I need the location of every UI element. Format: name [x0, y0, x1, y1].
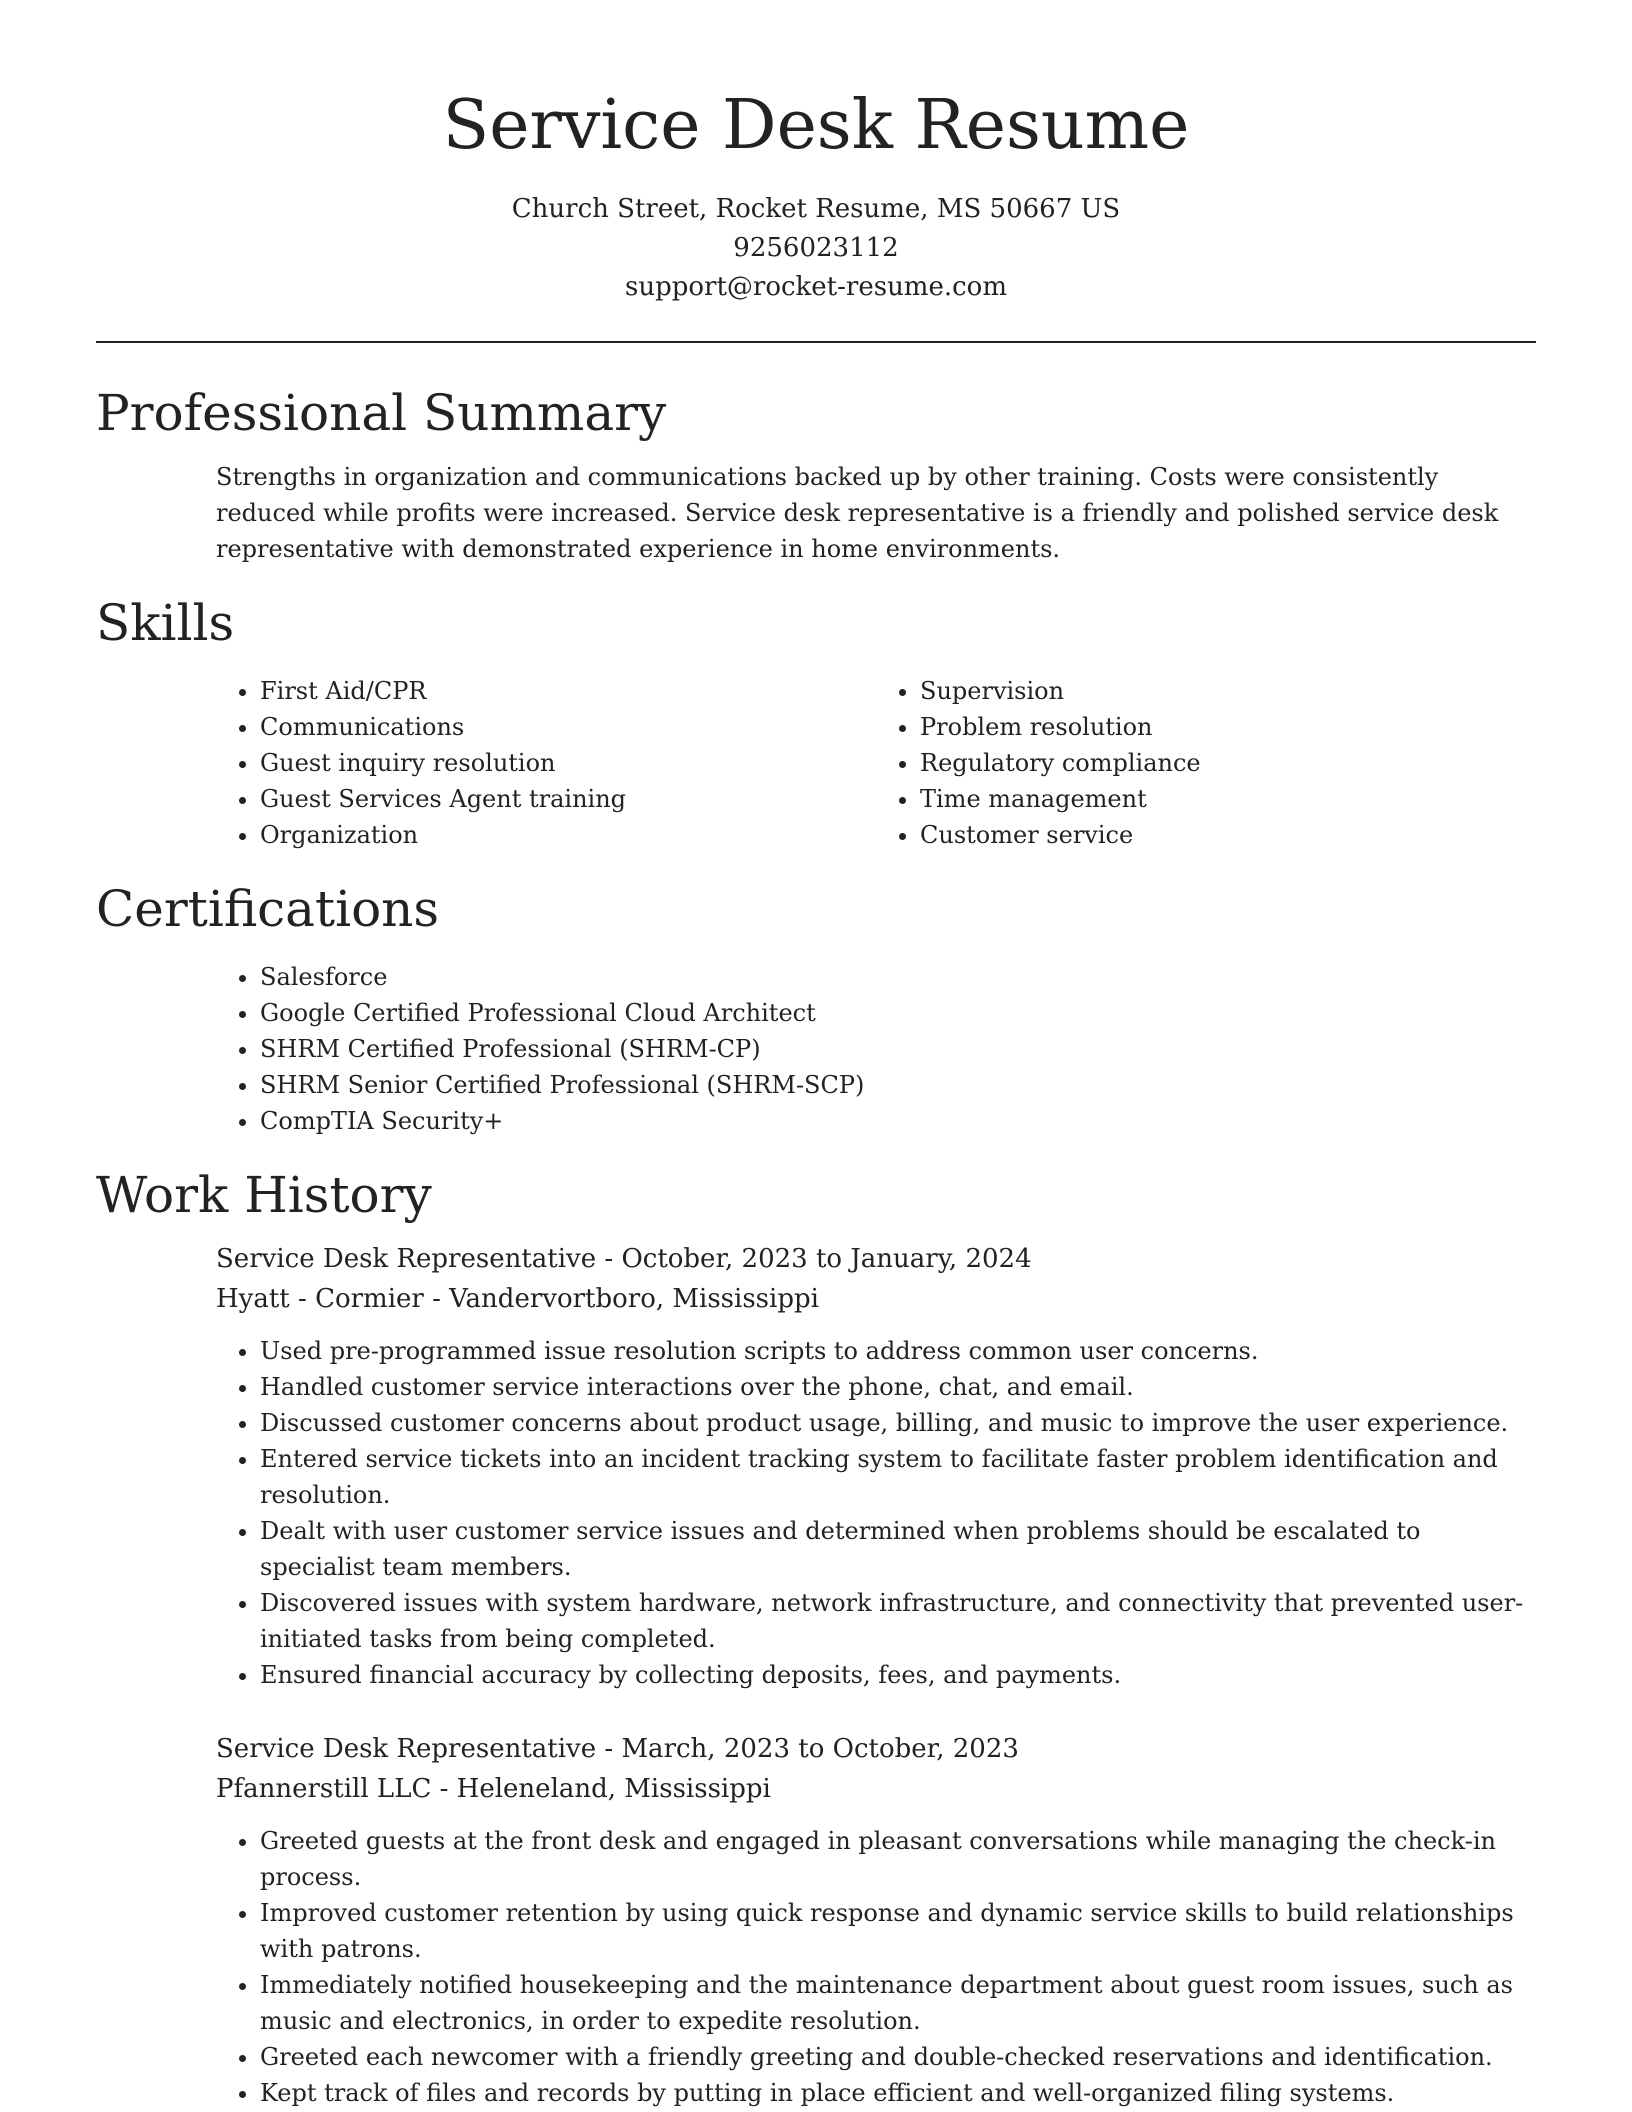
job-title: Service Desk Representative	[216, 1244, 597, 1274]
work-history-section	[96, 1163, 1536, 2111]
job-company: Hyatt - Cormier	[216, 1284, 424, 1314]
summary-text: Strengths in organization and communications backed up by other training. Costs were consistently reduced while profits were increased. Service desk representative is a friendly and polished service desk representative with demonstrated experience in home environments.	[216, 463, 1499, 563]
job-bullet: • Discussed customer concerns about product usage, billing, and music to improve the user experience.	[260, 1405, 1536, 1441]
skills-list-right	[876, 673, 1536, 853]
job-bullet: • Greeted guests at the front desk and engaged in pleasant conversations while managing the check-in process.	[260, 1823, 1536, 1895]
phone: 9256023112	[733, 233, 899, 263]
certifications-section	[96, 877, 1536, 1139]
job-bullet: • Immediately notified housekeeping and the maintenance department about guest room issues, such as music and electronics, in order to expedite resolution.	[260, 1967, 1536, 2039]
job-location: - Heleneland, Mississippi	[431, 1774, 771, 1804]
job-bullet: • Ensured financial accuracy by collecting deposits, fees, and payments.	[260, 1657, 1536, 1693]
certifications-list	[216, 959, 1536, 1139]
resume-page	[96, 0, 1536, 2111]
summary-section	[96, 381, 1536, 567]
skill-item: • Guest inquiry resolution	[260, 745, 876, 781]
job-entry	[216, 1239, 1536, 1693]
contact-block	[96, 190, 1536, 307]
job-location: - Vandervortboro, Mississippi	[423, 1284, 819, 1314]
job-dates: - March, 2023 to October, 2023	[596, 1734, 1019, 1764]
job-bullet: • Dealt with user customer service issues and determined when problems should be escalated to specialist team members.	[260, 1513, 1536, 1585]
skill-item: • Regulatory compliance	[920, 745, 1536, 781]
job-bullet: • Greeted each newcomer with a friendly greeting and double-checked reservations and identification.	[260, 2039, 1536, 2075]
job-bullet: • Improved customer retention by using quick response and dynamic service skills to build relationships with patrons.	[260, 1895, 1536, 1967]
job-title-line	[216, 1729, 1536, 1769]
skills-list-left	[216, 673, 876, 853]
job-bullet: • Handled customer service interactions over the phone, chat, and email.	[260, 1369, 1536, 1405]
certification-item: • Salesforce	[260, 959, 1536, 995]
skills-section	[96, 591, 1536, 853]
skill-item: • Customer service	[920, 817, 1536, 853]
certifications-heading: Certifications	[96, 880, 440, 938]
job-bullets	[216, 1823, 1536, 2111]
job-company-line	[216, 1769, 1536, 1809]
job-title: Service Desk Representative	[216, 1734, 597, 1764]
skills-columns	[216, 673, 1536, 853]
skill-item: • Supervision	[920, 673, 1536, 709]
job-entry	[216, 1729, 1536, 2111]
job-company: Pfannerstill LLC	[216, 1774, 432, 1804]
job-title-line	[216, 1239, 1536, 1279]
skill-item: • Guest Services Agent training	[260, 781, 876, 817]
skill-item: • Time management	[920, 781, 1536, 817]
skill-item: • Organization	[260, 817, 876, 853]
certification-item: • Google Certified Professional Cloud Architect	[260, 995, 1536, 1031]
header-divider	[96, 341, 1536, 343]
job-bullet: • Kept track of files and records by putting in place efficient and well-organized filing systems.	[260, 2075, 1536, 2111]
certification-item: • CompTIA Security+	[260, 1103, 1536, 1139]
job-bullet: • Used pre-programmed issue resolution scripts to address common user concerns.	[260, 1333, 1536, 1369]
skills-heading: Skills	[96, 594, 235, 652]
summary-heading: Professional Summary	[96, 384, 667, 442]
email: support@rocket-resume.com	[624, 272, 1007, 302]
work-history-heading: Work History	[96, 1166, 432, 1224]
job-bullet: • Entered service tickets into an incident tracking system to facilitate faster problem identification and resolution.	[260, 1441, 1536, 1513]
job-company-line	[216, 1279, 1536, 1319]
address: Church Street, Rocket Resume, MS 50667 US	[511, 194, 1121, 224]
skill-item: • Communications	[260, 709, 876, 745]
job-bullets	[216, 1333, 1536, 1693]
skill-item: • Problem resolution	[920, 709, 1536, 745]
resume-title: Service Desk Resume	[442, 86, 1190, 165]
job-bullet: • Discovered issues with system hardware, network infrastructure, and connectivity that prevented user-initiated tasks from being completed.	[260, 1585, 1536, 1657]
skill-item: • First Aid/CPR	[260, 673, 876, 709]
job-dates: - October, 2023 to January, 2024	[596, 1244, 1032, 1274]
certification-item: • SHRM Senior Certified Professional (SHRM-SCP)	[260, 1067, 1536, 1103]
certification-item: • SHRM Certified Professional (SHRM-CP)	[260, 1031, 1536, 1067]
